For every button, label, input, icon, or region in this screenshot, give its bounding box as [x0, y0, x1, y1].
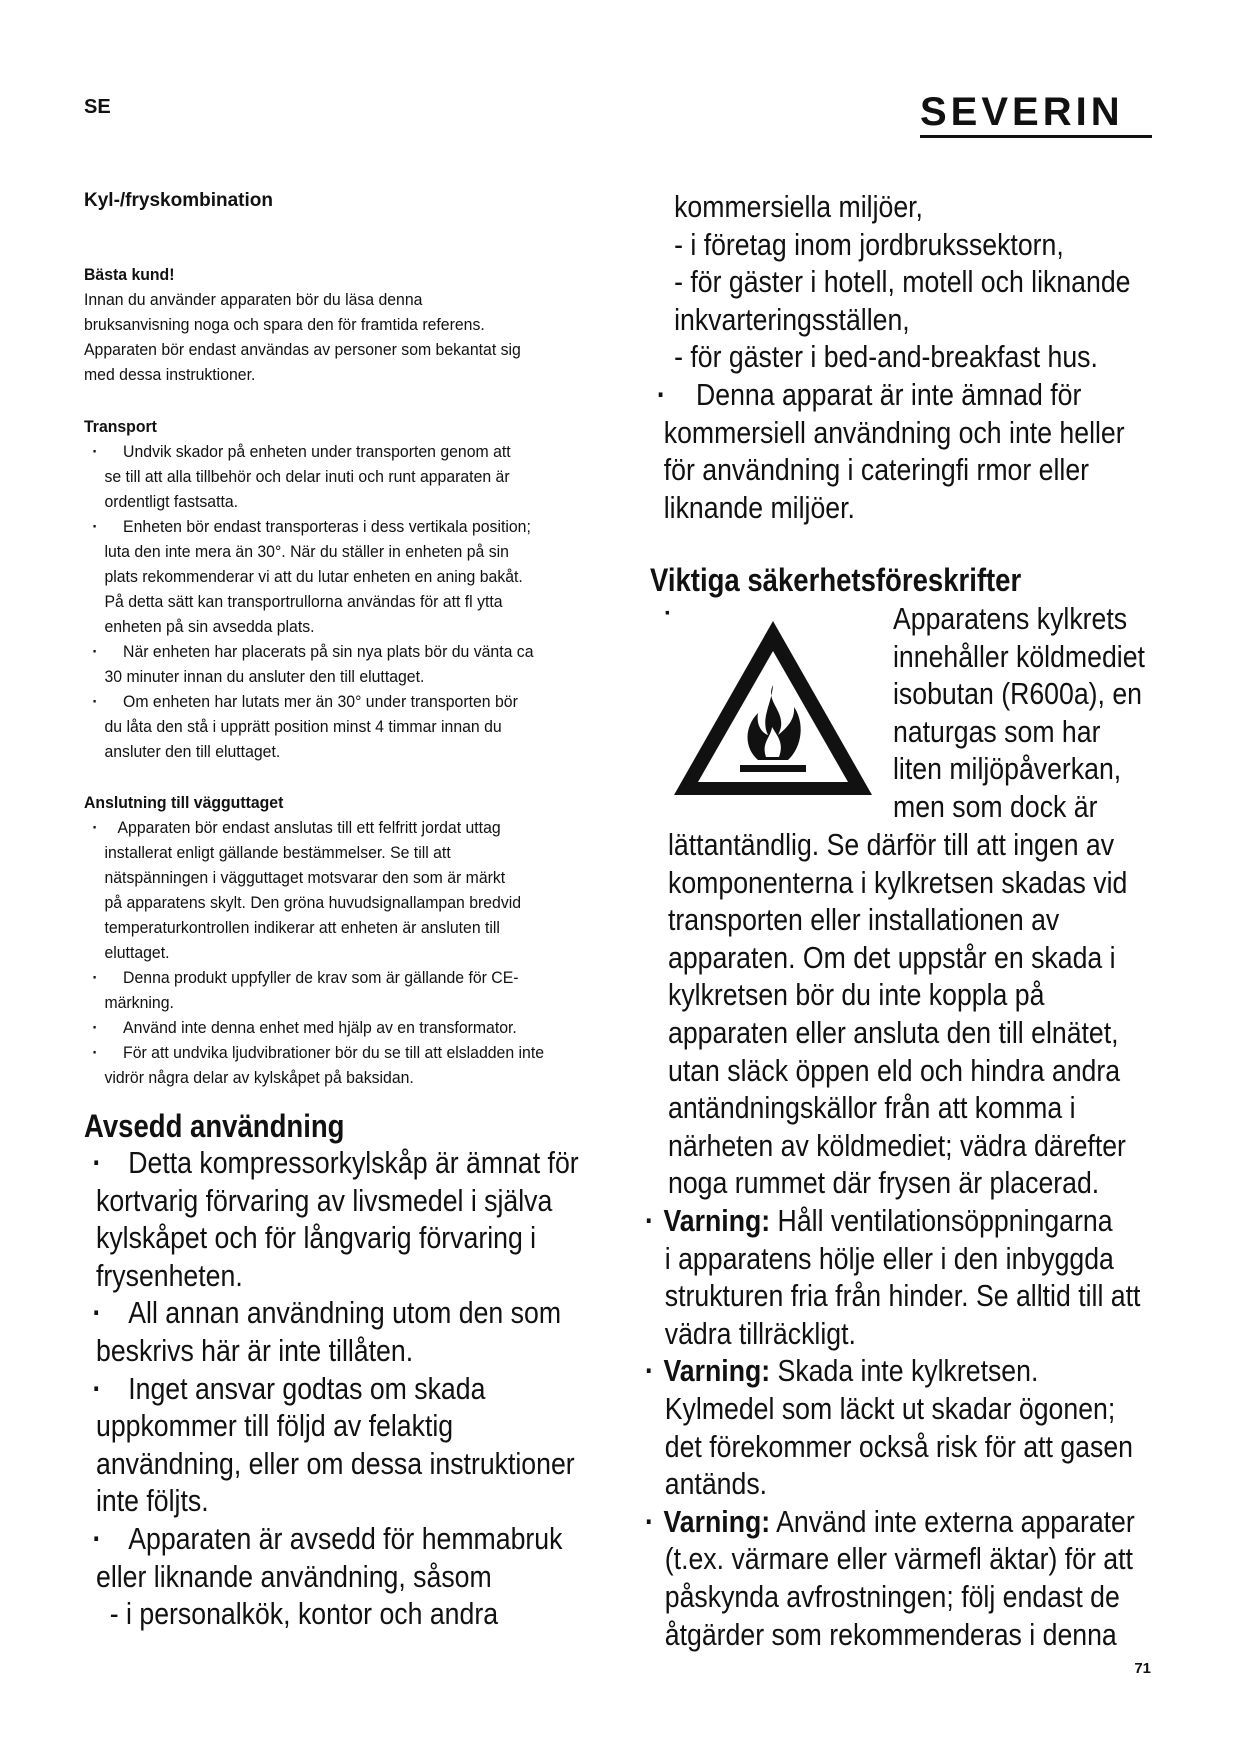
- intended-use-line: Detta kompressorkylskåp är ämnat för: [128, 1145, 579, 1180]
- transport-heading: Transport: [84, 417, 157, 436]
- safety-line: noga rummet där frysen är placerad.: [668, 1165, 1100, 1201]
- transport-item-line: · Om enheten har lutats mer än 30° under transporten bör: [123, 692, 518, 711]
- transport-item-line: På detta sätt kan transportrullorna användas för att fl ytta: [104, 592, 503, 611]
- safety-line: apparaten eller ansluta den till elnätet,: [668, 1014, 1119, 1050]
- warning-label: Varning:: [663, 1353, 771, 1389]
- safety-full-text: [668, 826, 1127, 1202]
- connection-item-line: · Apparaten bör endast anslutas till ett felfritt jordat uttag: [117, 818, 501, 837]
- transport-item-line: enheten på sin avsedda plats.: [104, 617, 315, 636]
- safety-line: lättantändlig. Se därför till att ingen av: [668, 827, 1115, 862]
- transport-item: [84, 689, 642, 764]
- safety-line: innehåller köldmediet: [893, 638, 1145, 674]
- greeting-line: Innan du använder apparaten bör du läsa denna: [84, 290, 423, 309]
- continued-line: - för gäster i bed-and-breakfast hus.: [674, 339, 1098, 375]
- safety-line: liten miljöpåverkan,: [893, 751, 1122, 787]
- intended-use-line: beskrivs här är inte tillåten.: [96, 1332, 414, 1368]
- transport-section: [84, 414, 642, 764]
- transport-item-line: · Undvik skador på enheten under transporten genom att: [123, 442, 511, 461]
- intended-use-body: · Detta kompressorkylskåp är ämnat för kortvarig förvaring av livsmedel i själva kylskåpet och för långvarig förvaring i frysenheten. · All annan användning utom den som beskrivs här är inte tillåten. · Inget ansvar godtas om skada uppkommer till följd av felaktig användning, eller om dessa instruktioner inte följts. · Apparaten är avsedd för hemmabruk eller liknande användning, såsom - i personalkök, kontor och andra: [92, 1145, 579, 1632]
- flammable-warning-icon: [668, 615, 878, 800]
- intended-use-line: kylskåpet och för långvarig förvaring i: [96, 1220, 537, 1256]
- greeting-line: med dessa instruktioner.: [84, 365, 256, 384]
- transport-item-line: · Enheten bör endast transporteras i dess vertikala position;: [123, 517, 531, 536]
- warning-line: strukturen fria från hinder. Se alltid till att: [664, 1278, 1141, 1314]
- greeting-line: Apparaten bör endast användas av personer som bekantat sig: [84, 340, 521, 359]
- intended-use-heading: Avsedd användning: [84, 1108, 345, 1144]
- connection-item-line: märkning.: [104, 993, 174, 1012]
- safety-line: utan släck öppen eld och hindra andra: [668, 1052, 1121, 1088]
- connection-item-line: eluttaget.: [104, 943, 170, 962]
- connection-section: [84, 790, 661, 1090]
- transport-item-line: ansluter den till eluttaget.: [104, 742, 281, 761]
- connection-item-line: på apparatens skylt. Den gröna huvudsignallampan bredvid: [104, 893, 522, 912]
- transport-item-line: ordentligt fastsatta.: [104, 492, 239, 511]
- product-title: Kyl-/fryskombination: [84, 190, 273, 211]
- intended-use-line: kortvarig förvaring av livsmedel i själva: [96, 1182, 553, 1218]
- connection-item-line: installerat enligt gällande bestämmelser. Se till att: [104, 843, 451, 862]
- transport-item-line: se till att alla tillbehör och delar inuti och runt apparaten är: [104, 467, 510, 486]
- transport-item: [84, 514, 642, 639]
- warning-line: antänds.: [664, 1466, 768, 1502]
- continued-line: inkvarteringsställen,: [674, 301, 910, 337]
- continued-line: liknande miljöer.: [663, 489, 855, 525]
- safety-line: apparaten. Om det uppstår en skada i: [668, 939, 1116, 975]
- safety-line: antändningskällor från att komma i: [668, 1090, 1076, 1126]
- warning-line: det förekommer också risk för att gasen: [664, 1428, 1133, 1464]
- warning-line: (t.ex. värmare eller värmefl äktar) för att: [664, 1541, 1133, 1577]
- continued-line: för användning i cateringfi rmor eller: [663, 452, 1090, 488]
- safety-line: komponenterna i kylkretsen skadas vid: [668, 864, 1128, 900]
- intended-use-line: inte följts.: [96, 1483, 209, 1519]
- intended-use-line: - i personalkök, kontor och andra: [109, 1596, 499, 1632]
- transport-item-line: luta den inte mera än 30°. När du ställer in enheten på sin: [104, 542, 509, 561]
- safety-line: men som dock är: [893, 788, 1098, 824]
- safety-line: naturgas som har: [893, 713, 1101, 749]
- continued-text: kommersiella miljöer, - i företag inom jordbrukssektorn, - för gäster i hotell, motell och liknande inkvarteringsställen, - för gäster i bed-and-breakfast hus. · Denna apparat är inte ämnad för kommersiell användning och inte heller för användning i cateringfi rmor eller liknande miljöer.: [650, 188, 1130, 526]
- connection-item-line: · Använd inte denna enhet med hjälp av en transformator.: [123, 1018, 517, 1037]
- safety-wrap-text: [893, 600, 1145, 826]
- safety-line: transporten eller installationen av: [668, 902, 1060, 938]
- connection-item-line: nätspänningen i vägguttaget motsvarar den som är märkt: [104, 868, 506, 887]
- connection-item: [84, 815, 661, 965]
- safety-line: närheten av köldmediet; vädra därefter: [668, 1127, 1126, 1163]
- safety-line: Apparatens kylkrets: [893, 601, 1128, 636]
- connection-item-line: vidrör några delar av kylskåpet på baksidan.: [104, 1068, 414, 1087]
- page-number: 71: [1134, 1660, 1151, 1677]
- safety-heading: Viktiga säkerhetsföreskrifter: [650, 562, 1022, 598]
- transport-item-line: plats rekommenderar vi att du lutar enheten en aning bakåt.: [104, 567, 523, 586]
- warning-line: Använd inte externa apparater: [776, 1503, 1135, 1539]
- safety-line: kylkretsen bör du inte koppla på: [668, 977, 1045, 1013]
- continued-line: - i företag inom jordbrukssektorn,: [674, 226, 1064, 262]
- connection-item-line: · Denna produkt uppfyller de krav som är gällande för CE-: [123, 968, 519, 987]
- intended-use-line: frysenheten.: [96, 1257, 243, 1293]
- warning-line: Kylmedel som läckt ut skadar ögonen;: [664, 1390, 1116, 1426]
- continued-line: kommersiell användning och inte heller: [663, 414, 1125, 450]
- transport-item: [84, 639, 642, 689]
- intended-use-line: användning, eller om dessa instruktioner: [96, 1445, 575, 1481]
- continued-line: - för gäster i hotell, motell och liknande: [674, 264, 1131, 300]
- intended-use-line: Apparaten är avsedd för hemmabruk: [128, 1520, 563, 1556]
- connection-item-line: · För att undvika ljudvibrationer bör du se till att elsladden inte: [123, 1043, 545, 1062]
- warning-label: Varning:: [663, 1203, 771, 1238]
- greeting-line: bruksanvisning noga och spara den för framtida referens.: [84, 315, 485, 334]
- connection-item-line: temperaturkontrollen indikerar att enheten är ansluten till: [104, 918, 500, 937]
- warnings: · Varning: Håll ventilationsöppningarna i apparatens hölje eller i den inbyggda strukturen fria från hinder. Se alltid till att vädra tillräckligt. · Varning: Skada inte kylkretsen. Kylmedel som läckt ut skadar ögonen; det förekommer också risk för att gasen antänds. · Varning: Använd inte externa apparater (t.ex. värmare eller värmefl äktar) för att påskynda avfrostningen; följ endast de åtgärder som rekommenderas i denna: [645, 1203, 1141, 1652]
- language-code: SE: [84, 96, 111, 118]
- warning-label: Varning:: [663, 1503, 771, 1539]
- brand-logo: [920, 92, 1152, 138]
- transport-item-line: du låta den stå i upprätt position minst 4 timmar innan du: [104, 717, 502, 736]
- transport-item: [84, 439, 642, 514]
- connection-heading: Anslutning till vägguttaget: [84, 793, 284, 812]
- warning-line: Håll ventilationsöppningarna: [777, 1203, 1113, 1238]
- connection-item: [84, 1015, 661, 1040]
- logo-underline: [920, 135, 1152, 138]
- continued-line: kommersiella miljöer,: [674, 189, 923, 224]
- intended-use-line: All annan användning utom den som: [128, 1295, 562, 1331]
- intended-use-line: Inget ansvar godtas om skada: [128, 1370, 486, 1406]
- safety-bullet: ·: [664, 600, 672, 627]
- warning-line: åtgärder som rekommenderas i denna: [664, 1616, 1117, 1652]
- brand-name: SEVERIN: [920, 90, 1124, 134]
- connection-item: [84, 1040, 661, 1090]
- warning-line: påskynda avfrostningen; följ endast de: [664, 1578, 1120, 1614]
- intended-use-line: uppkommer till följd av felaktig: [96, 1408, 454, 1444]
- safety-line: isobutan (R600a), en: [893, 676, 1142, 712]
- transport-item-line: 30 minuter innan du ansluter den till eluttaget.: [104, 667, 425, 686]
- connection-item: [84, 965, 661, 1015]
- greeting-section: [84, 262, 605, 387]
- transport-item-line: · När enheten har placerats på sin nya plats bör du vänta ca: [123, 642, 534, 661]
- intended-use-line: eller liknande användning, såsom: [96, 1558, 492, 1594]
- warning-line: i apparatens hölje eller i den inbyggda: [664, 1240, 1114, 1276]
- continued-line: Denna apparat är inte ämnad för: [696, 376, 1082, 412]
- warning-line: Skada inte kylkretsen.: [777, 1353, 1039, 1389]
- greeting-heading: Bästa kund!: [84, 265, 175, 284]
- warning-line: vädra tillräckligt.: [664, 1315, 856, 1351]
